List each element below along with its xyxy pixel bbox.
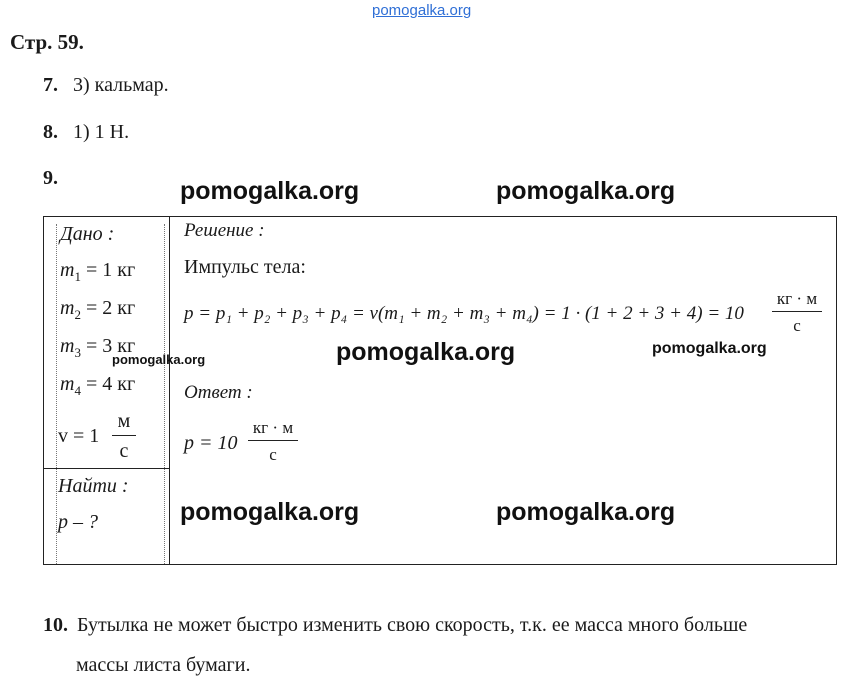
- given-header: Дано :: [60, 223, 115, 245]
- answer-7: [43, 74, 169, 97]
- answer-9: [43, 167, 58, 190]
- find-header: Найти :: [58, 475, 129, 497]
- dotted-guide-right: [164, 224, 166, 564]
- solution-formula: p = p₁ + p₂ + p₃ + p₄ = v(m₁ + m₂ + m₃ + m₄) = 1 · (1 + 2 + 3 + 4) = 10: [184, 303, 744, 324]
- answer-text: 1) 1 Н.: [73, 121, 130, 143]
- given-v-unit-fraction: [112, 410, 136, 463]
- answer-8: [43, 121, 129, 144]
- answer-unit-fraction: [248, 418, 298, 465]
- answer-10: [43, 614, 747, 637]
- answer-10-continuation: массы листа бумаги.: [76, 654, 251, 676]
- given-m4: $m_4 = 4$ кг: [60, 373, 136, 398]
- fraction-numerator: м: [112, 410, 136, 436]
- find-item: p – ?: [58, 511, 98, 533]
- watermark: pomogalka.org: [112, 352, 206, 367]
- fraction-denominator: с: [793, 316, 801, 335]
- answer-number: 9.: [43, 167, 58, 189]
- answer-text: Бутылка не может быстро изменить свою скорость, т.к. ее масса много больше: [77, 614, 748, 636]
- watermark: pomogalka.org: [496, 498, 676, 526]
- fraction-denominator: с: [119, 440, 129, 462]
- answer-number: 10.: [43, 614, 68, 636]
- given-m1: $m_1 = 1$ кг: [60, 259, 136, 284]
- watermark: pomogalka.org: [496, 177, 676, 205]
- table-divider-horizontal: [43, 468, 169, 469]
- solution-line1: Импульс тела:: [184, 256, 306, 278]
- problem-table: [43, 216, 837, 565]
- given-v: v = 1: [58, 425, 100, 447]
- answer-value: p = 10: [184, 432, 238, 454]
- watermark: pomogalka.org: [336, 338, 516, 366]
- fraction-numerator: кг · м: [248, 418, 298, 441]
- answer-number: 7.: [43, 74, 58, 96]
- solution-header: Решение :: [184, 220, 265, 241]
- watermark: pomogalka.org: [652, 340, 767, 357]
- solution-unit-fraction: [772, 289, 822, 336]
- given-m2: $m_2 = 2$ кг: [60, 297, 136, 322]
- answer-number: 8.: [43, 121, 58, 143]
- watermark-top-link[interactable]: pomogalka.org: [372, 2, 472, 19]
- fraction-denominator: с: [269, 445, 277, 464]
- fraction-numerator: кг · м: [772, 289, 822, 312]
- watermark: pomogalka.org: [180, 498, 360, 526]
- answer-header: Ответ :: [184, 382, 253, 403]
- page-title: Стр. 59.: [10, 30, 84, 54]
- answer-text: 3) кальмар.: [73, 74, 169, 96]
- table-divider-vertical: [169, 216, 170, 565]
- watermark: pomogalka.org: [180, 177, 360, 205]
- given-m3: $m_3 = 3$ кг: [60, 335, 136, 360]
